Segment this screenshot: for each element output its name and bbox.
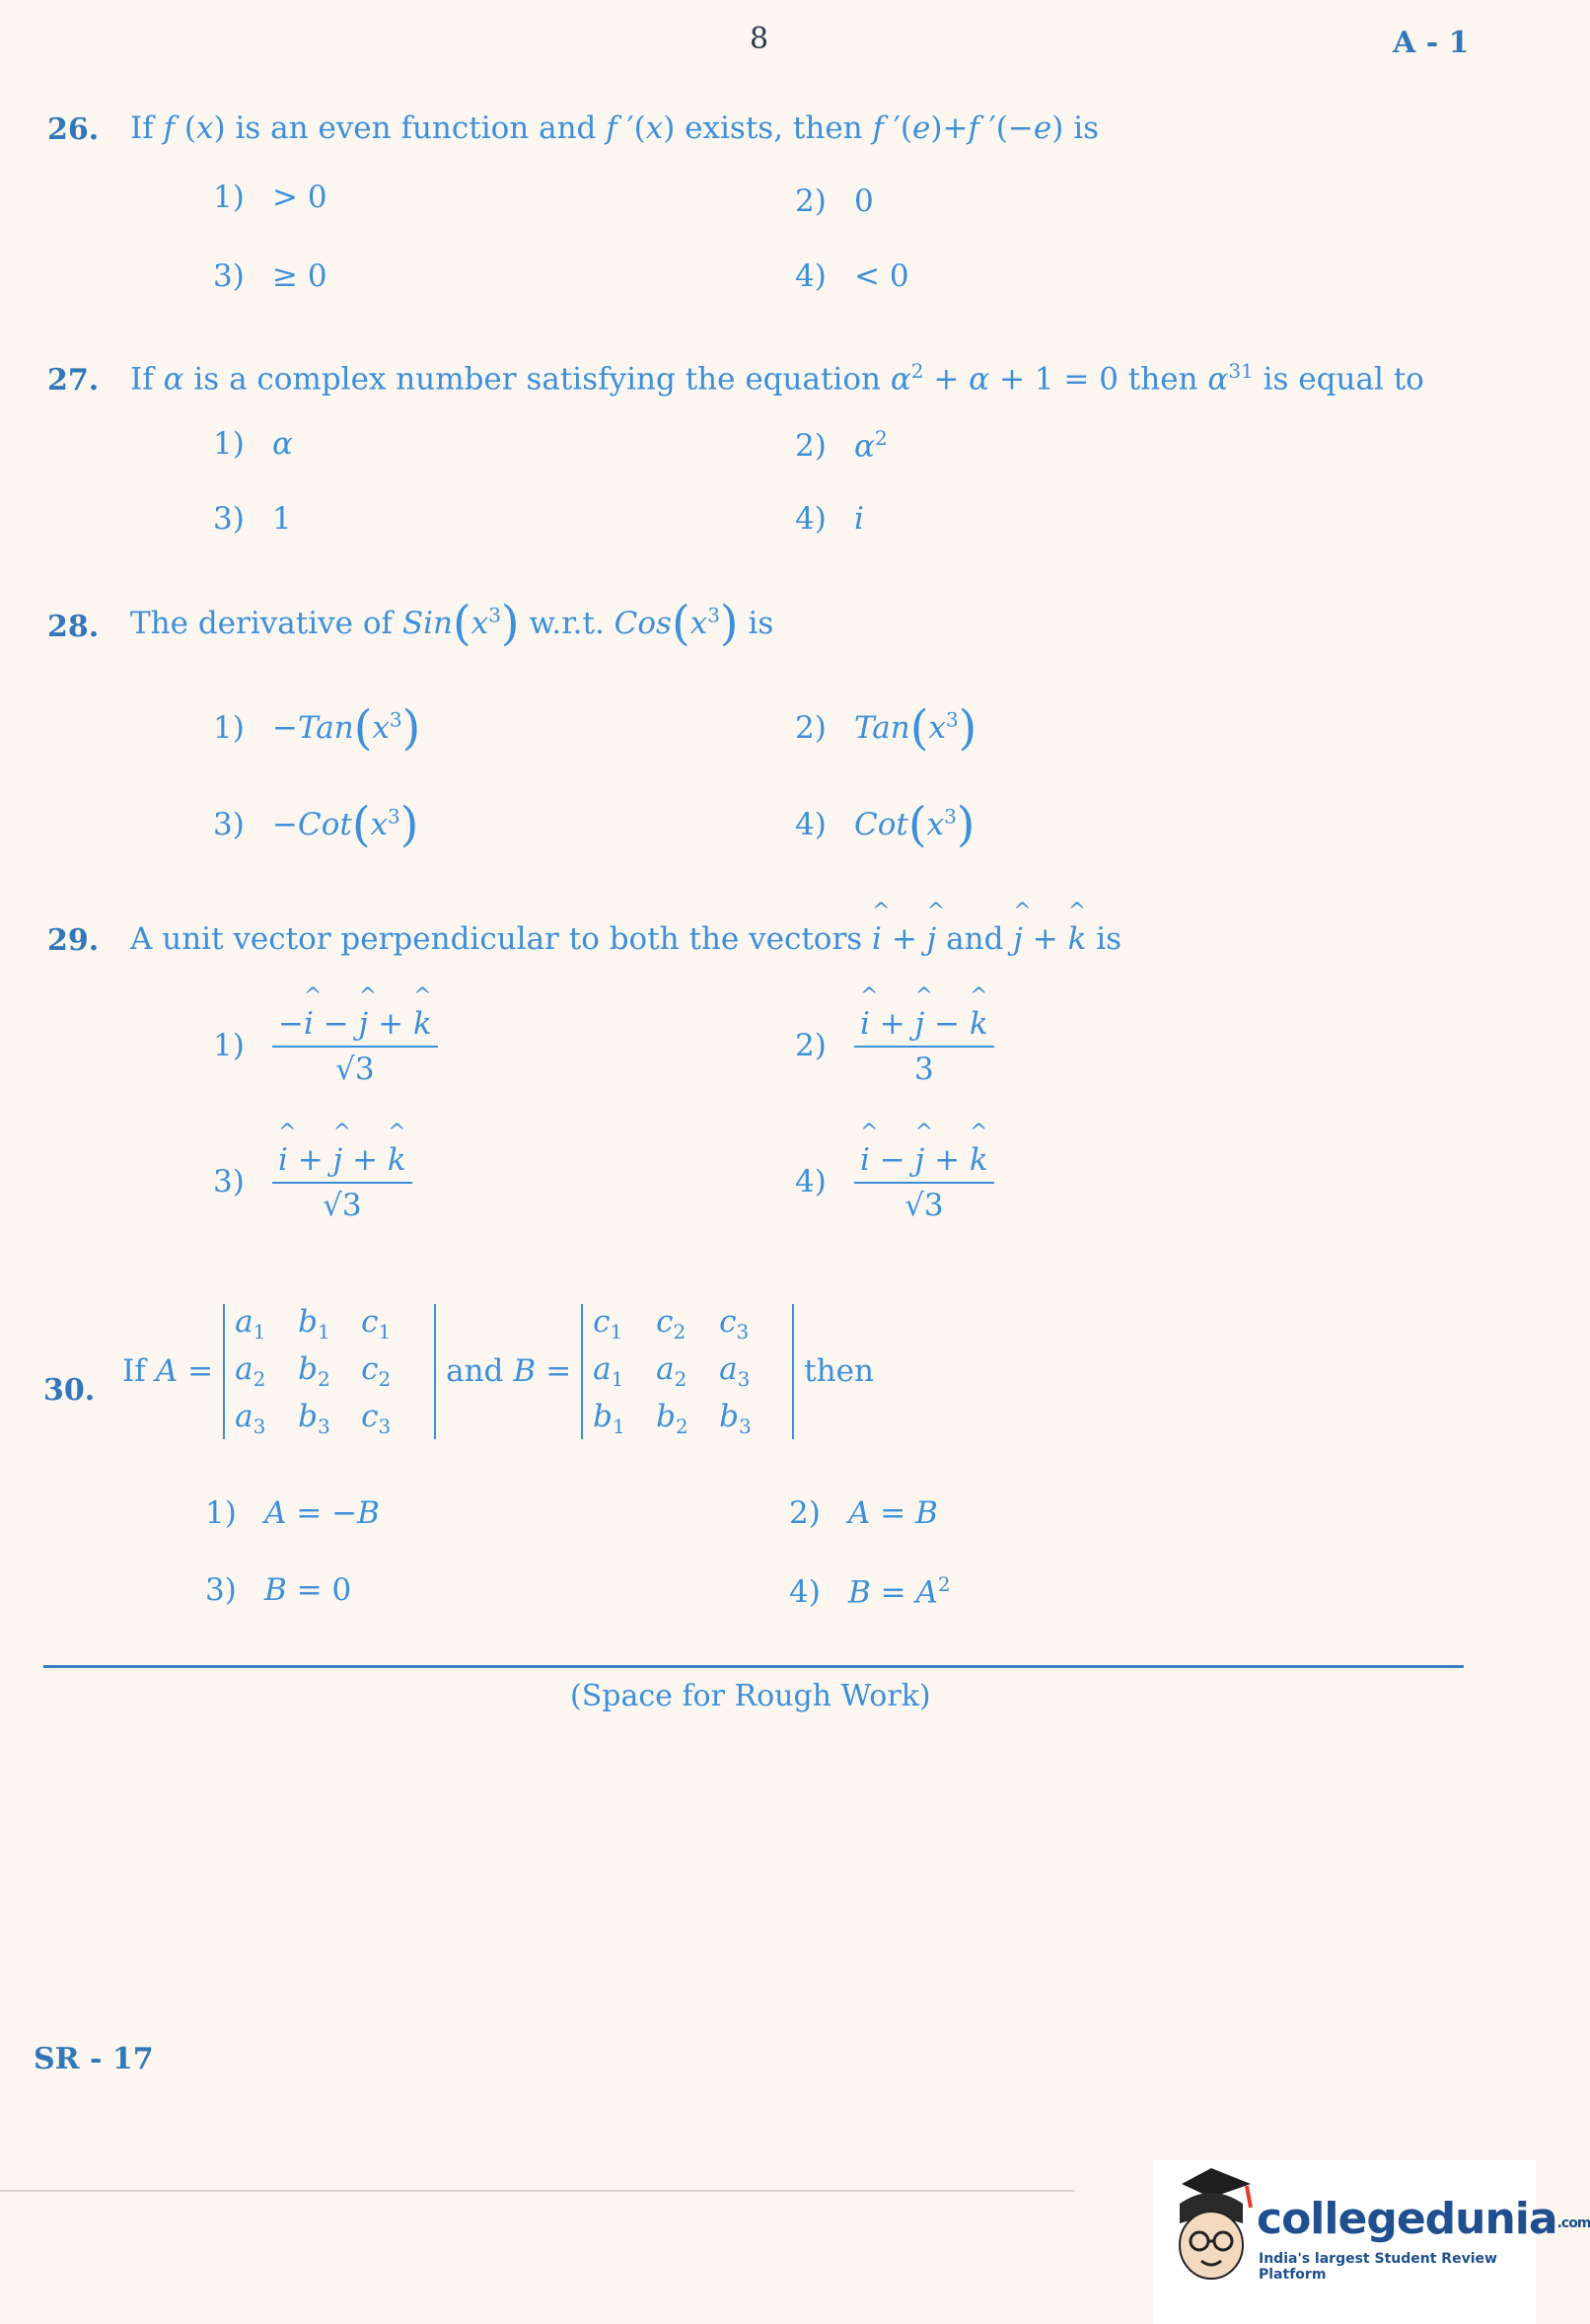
- question-number: 28.: [47, 610, 100, 644]
- option-3[interactable]: 3) B = 0: [205, 1572, 352, 1608]
- bottom-divider: [0, 2190, 1075, 2192]
- option-1[interactable]: 1) A = −B: [205, 1495, 380, 1531]
- question-text: A unit vector perpendicular to both the vectors ^ i + ^ j and ^ j + ^ k is: [130, 921, 1121, 957]
- question-number: 29.: [47, 923, 100, 958]
- question-number: 27.: [47, 363, 100, 398]
- option-2[interactable]: 2) $\alpha^2$: [795, 426, 888, 465]
- option-2[interactable]: 2) A = B: [789, 1495, 938, 1531]
- question-text: If α is a complex number satisfying the equation $\alpha^2 + \alpha + 1 = 0$ then $\alpha^{31}$ is equal to: [130, 359, 1424, 398]
- option-4[interactable]: 4) < 0: [795, 258, 909, 294]
- logo[interactable]: [1154, 2160, 1590, 2324]
- mascot-icon: [1162, 2164, 1261, 2292]
- option-4[interactable]: 4) $Cot(x^3)$: [795, 797, 976, 852]
- option-1[interactable]: 1) $\frac{-\^{} i - \^{} j + \^{} k}{√3}$: [213, 1006, 438, 1087]
- question-number: 26.: [47, 112, 100, 147]
- determinant-a: $a_1$ $b_1$ $c_1$ $a_2$ $b_2$ $c_2$ $a_3$ $b_3$ $c_3$: [223, 1304, 436, 1439]
- divider: [43, 1665, 1464, 1668]
- brand-name: collegedunia.com: [1257, 2194, 1590, 2244]
- rough-work-label: (Space for Rough Work): [570, 1679, 931, 1713]
- option-3[interactable]: 3) ≥ 0: [213, 258, 327, 294]
- option-3[interactable]: $3) -Cot(x^3)$: [213, 797, 419, 852]
- determinant-b: $c_1$ $c_2$ $c_3$ $a_1$ $a_2$ $a_3$ $b_1$ $b_2$ $b_3$: [581, 1304, 794, 1439]
- option-2[interactable]: 2) 0: [795, 183, 874, 219]
- option-3[interactable]: 3) 1: [213, 501, 292, 537]
- option-1[interactable]: 1) > 0: [213, 180, 327, 215]
- option-1[interactable]: $1) -Tan(x^3)$: [213, 700, 421, 756]
- question-text: The derivative of $Sin(x^3)$ w.r.t. $Cos(x^3)$ is: [130, 596, 774, 651]
- question-number: 30.: [43, 1373, 96, 1408]
- option-4[interactable]: 4) $B = A^2$: [789, 1572, 951, 1611]
- page-number: 8: [750, 22, 769, 56]
- question-text: If A = $a_1$ $b_1$ $c_1$ $a_2$ $b_2$ $c_2$ $a_3$ $b_3$ $c_3$ and B = $c_1$ $c_2$ $c_3$ $a_1$ $a_2$ $a_3$ $b_1$ $b_2$ $b_3$ then: [122, 1304, 874, 1439]
- option-2[interactable]: 2) ^ $\frac{i + \^{} j - \^{} k}{3}$: [795, 1006, 994, 1087]
- footer-code: SR - 17: [34, 2042, 154, 2076]
- question-text: If f (x) is an even function and f ′(x) exists, then f ′(e)+f ′(−e) is: [130, 110, 1100, 146]
- option-4[interactable]: 4) ^ $\frac{i - \^{} j + \^{} k}{√3}$: [795, 1142, 994, 1223]
- option-2[interactable]: 2) $Tan(x^3)$: [795, 700, 977, 756]
- paper-code: A - 1: [1393, 26, 1470, 60]
- brand-tagline: India's largest Student Review Platform: [1259, 2251, 1497, 2283]
- option-4[interactable]: 4) i: [795, 501, 864, 537]
- option-3[interactable]: 3) ^ $\frac{i + \^{} j + \^{} k}{√3}$: [213, 1142, 412, 1223]
- option-1[interactable]: 1) α: [213, 426, 293, 462]
